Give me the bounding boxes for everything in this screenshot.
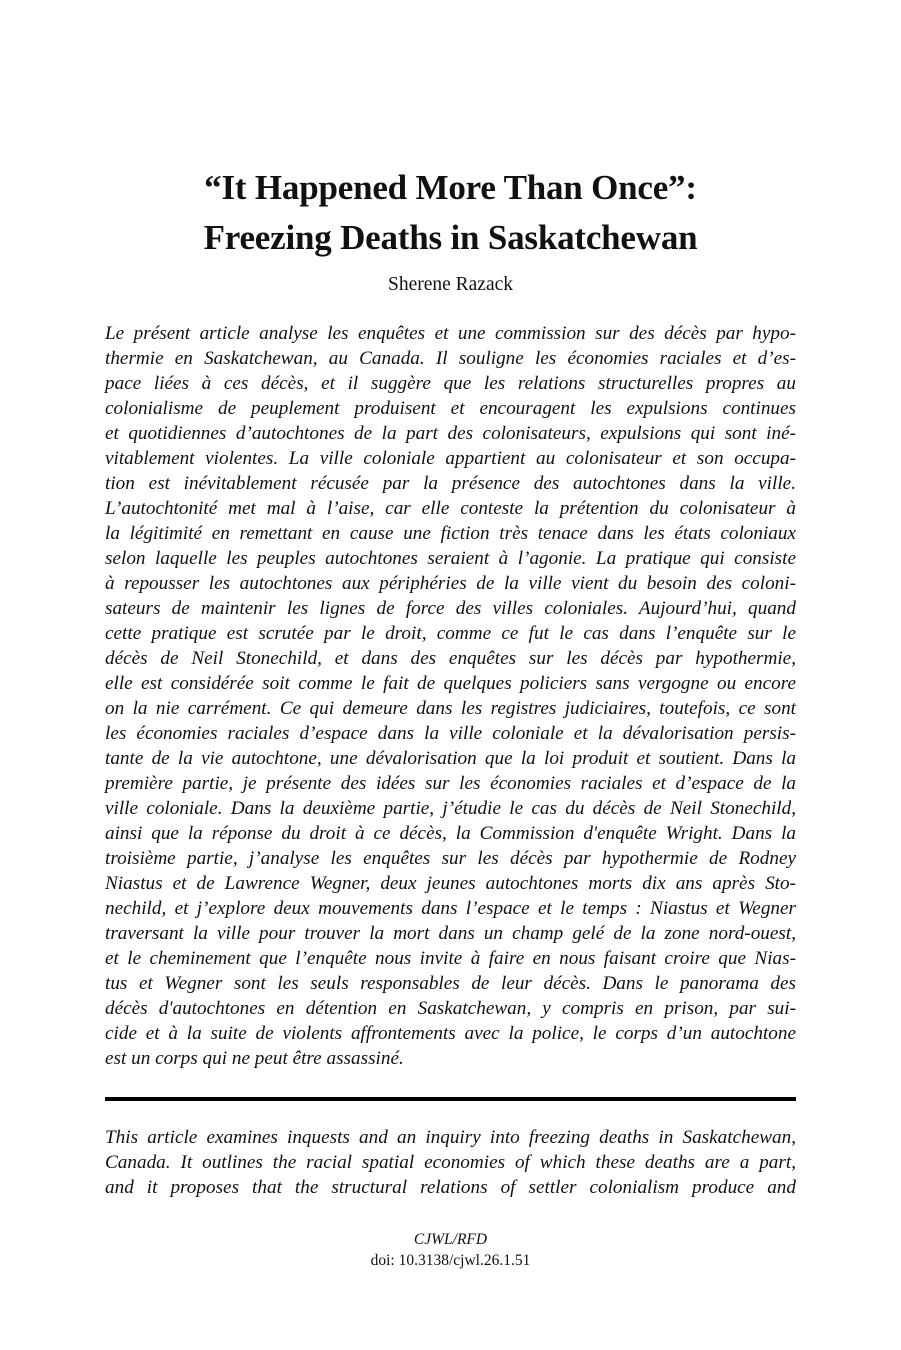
abstract-line: Niastus et de Lawrence Wegner, deux jeunes autochtones morts dix ans après Sto- [105,873,796,894]
abstract-line: elle est considérée soit comme le fait de quelques policiers sans vergogne ou encore [105,673,796,694]
abstract-french [105,321,796,1071]
abstract-line: ainsi que la réponse du droit à ce décès, la Commission d'enquête Wright. Dans la [105,823,796,844]
abstract-line: sateurs de maintenir les lignes de force des villes coloniales. Aujourd’hui, quand [105,598,796,619]
abstract-line: and it proposes that the structural relations of settler colonialism produce and [105,1177,796,1198]
doi-text: doi: 10.3138/cjwl.26.1.51 [370,1252,531,1269]
abstract-line: colonialisme de peuplement produisent et encouragent les expulsions continues [105,398,796,419]
abstract-line: Canada. It outlines the racial spatial economies of which these deaths are a part, [105,1152,796,1173]
abstract-line: est un corps qui ne peut être assassiné. [105,1048,404,1069]
abstract-line: tus et Wegner sont les seuls responsables de leur décès. Dans le panorama des [105,973,796,994]
abstract-line: ville coloniale. Dans la deuxième partie, j’étudie le cas du décès de Neil Stonechild, [105,798,796,819]
abstract-line: et le cheminement que l’enquête nous invite à faire en nous faisant croire que Nias- [105,948,796,969]
title-line-2: Freezing Deaths in Saskatchewan [203,218,698,258]
abstract-english [105,1125,796,1200]
abstract-line: Le présent article analyse les enquêtes et une commission sur des décès par hypo- [105,323,796,344]
abstract-line: à repousser les autochtones aux périphéries de la ville vient du besoin des coloni- [105,573,796,594]
journal-name: CJWL/RFD [413,1231,488,1248]
author-name: Sherene Razack [387,274,514,295]
abstract-line: les économies raciales d’espace dans la ville coloniale et la dévalorisation persis- [105,723,796,744]
abstract-line: traversant la ville pour trouver la mort dans un champ gelé de la zone nord-ouest, [105,923,796,944]
abstract-line: pace liées à ces décès, et il suggère que les relations structurelles propres au [105,373,796,394]
article-title [0,163,901,263]
abstract-line: cette pratique est scrutée par le droit, comme ce fut le cas dans l’enquête sur le [105,623,796,644]
abstract-line: décès d'autochtones en détention en Saskatchewan, y compris en prison, par sui- [105,998,796,1019]
abstract-line: tante de la vie autochtone, une dévalorisation que la loi produit et soutient. Dans la [105,748,796,769]
abstract-line: et quotidiennes d’autochtones de la part des colonisateurs, expulsions qui sont iné- [105,423,796,444]
abstract-line: nechild, et j’explore deux mouvements dans l’espace et le temps : Niastus et Wegner [105,898,796,919]
abstract-line: L’autochtonité met mal à l’aise, car elle conteste la prétention du colonisateur à [105,498,796,519]
title-line-1: “It Happened More Than Once”: [204,168,697,208]
abstract-line: vitablement violentes. La ville coloniale appartient au colonisateur et son occupa- [105,448,796,469]
abstract-line: première partie, je présente des idées sur les économies raciales et d’espace de la [105,773,796,794]
abstract-line: la légitimité en remettant en cause une fiction très tenace dans les états coloniaux [105,523,796,544]
abstract-line: cide et à la suite de violents affrontements avec la police, le corps d’un autochtone [105,1023,796,1044]
abstract-line: selon laquelle les peuples autochtones seraient à l’agonie. La pratique qui consiste [105,548,796,569]
abstract-line: thermie en Saskatchewan, au Canada. Il souligne les économies raciales et d’es- [105,348,796,369]
abstract-line: This article examines inquests and an inquiry into freezing deaths in Saskatchewan, [105,1127,796,1148]
abstract-line: on la nie carrément. Ce qui demeure dans les registres judiciaires, toutefois, ce sont [105,698,796,719]
abstract-line: tion est inévitablement récusée par la présence des autochtones dans la ville. [105,473,796,494]
abstract-line: décès de Neil Stonechild, et dans des enquêtes sur les décès par hypothermie, [105,648,796,669]
abstract-line: troisième partie, j’analyse les enquêtes sur les décès par hypothermie de Rodney [105,848,796,869]
section-divider [105,1097,796,1101]
